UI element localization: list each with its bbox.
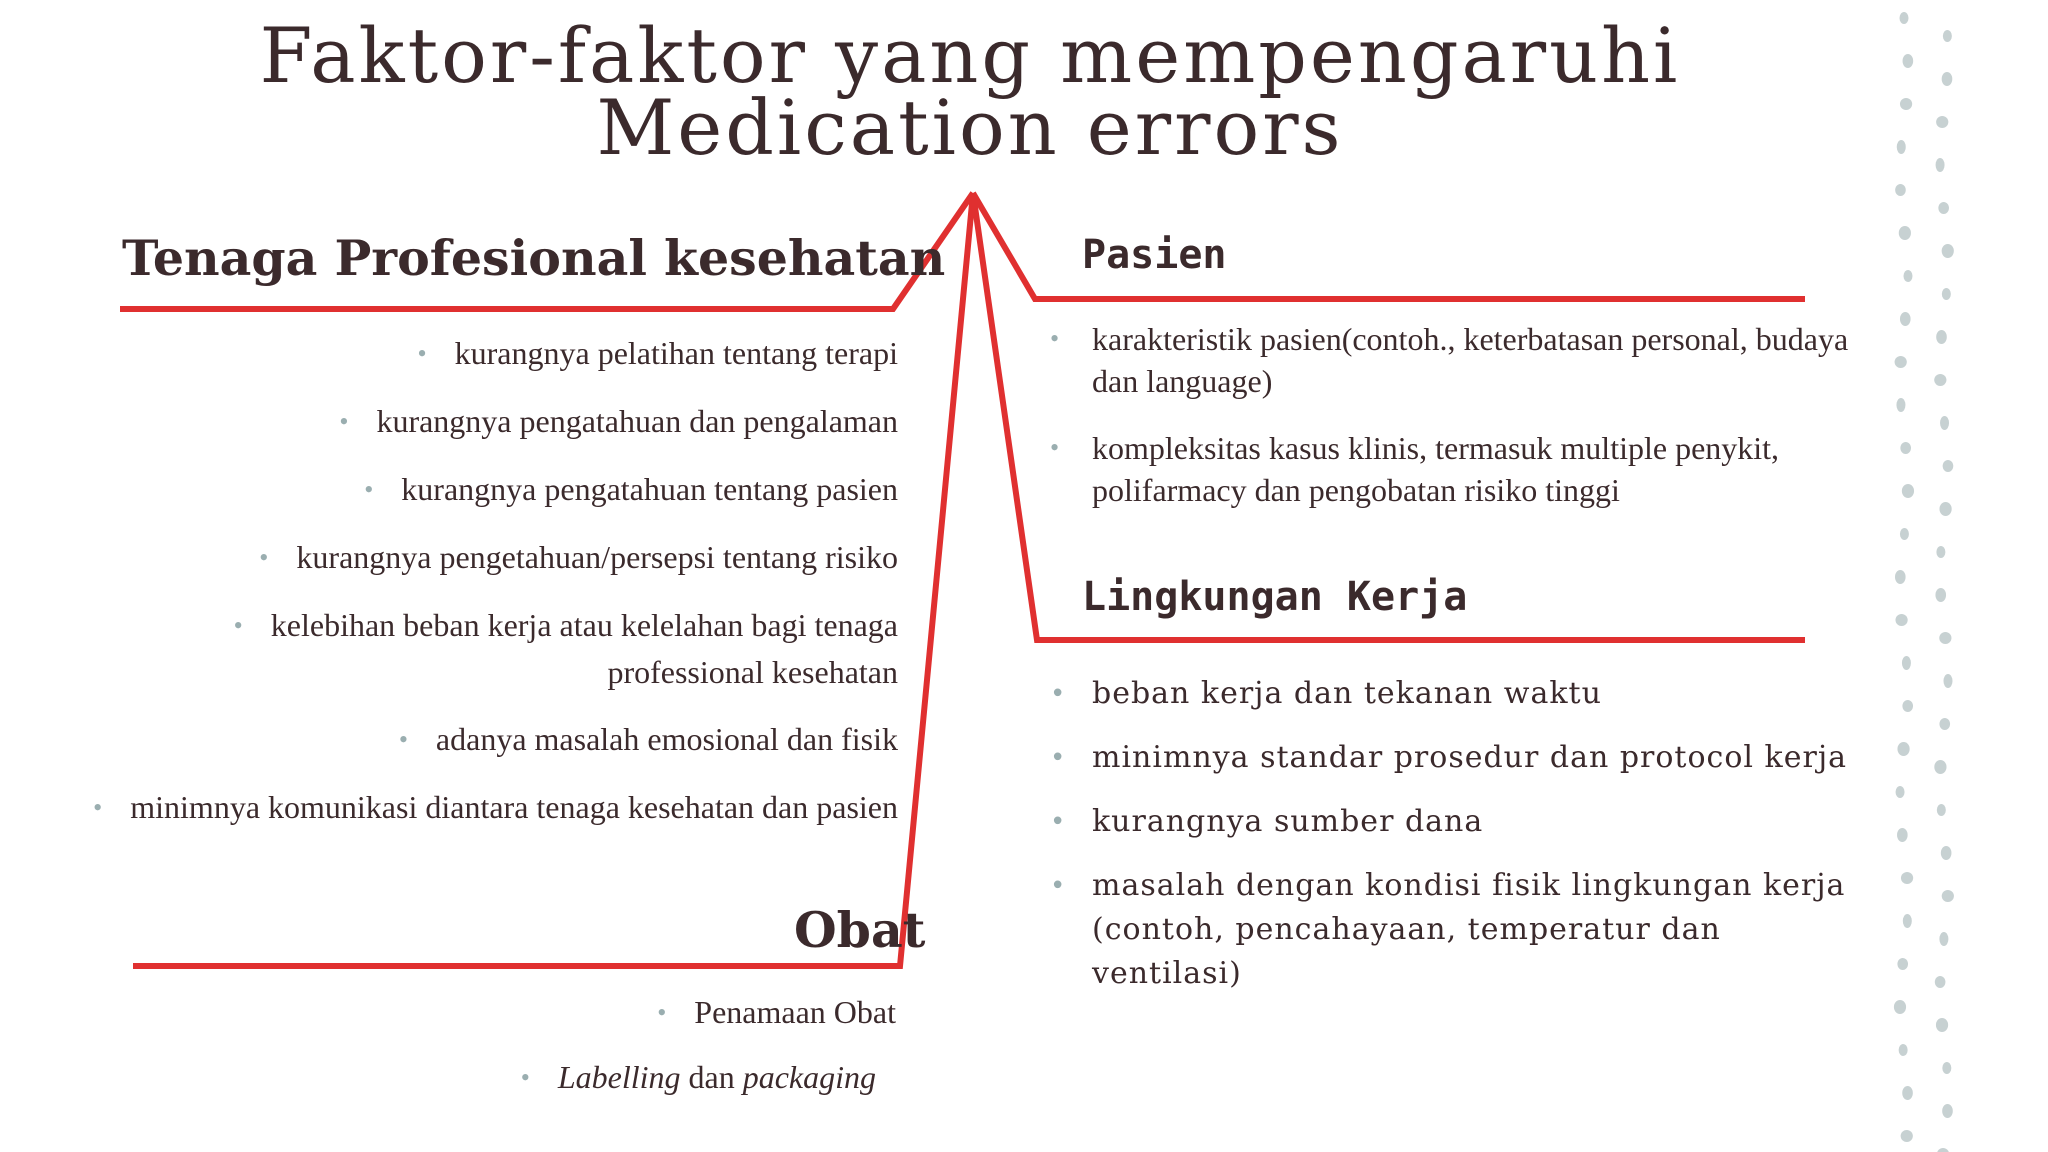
- dot-shape: [1939, 932, 1948, 946]
- dot-shape: [1936, 330, 1947, 344]
- dot-shape: [1896, 398, 1905, 412]
- dot-shape: [1897, 742, 1909, 756]
- dot-shape: [1942, 1104, 1953, 1118]
- dot-shape: [1939, 718, 1950, 730]
- dot-shape: [1902, 656, 1911, 670]
- dot-shape: [1902, 700, 1913, 712]
- list-item: • masalah dengan kondisi fisik lingkungan kerja (contoh, pencahayaan, temperatur dan ventilasi): [1050, 864, 1850, 996]
- dot-shape: [1936, 546, 1945, 558]
- dot-shape: [1943, 674, 1952, 688]
- list-item: • karakteristik pasien(contoh., keterbatasan personal, budaya dan language): [1050, 318, 1850, 402]
- dot-shape: [1902, 1086, 1913, 1100]
- dot-shape: [1935, 976, 1946, 988]
- dot-shape: [1897, 828, 1908, 842]
- list-item: • adanya masalah emosional dan fisik: [80, 716, 898, 763]
- dot-shape: [1934, 760, 1946, 774]
- dot-shape: [1899, 1044, 1908, 1056]
- dot-shape: [1943, 30, 1952, 42]
- bullet-icon: •: [339, 407, 349, 436]
- decorative-dots: [1880, 0, 2000, 1152]
- dot-shape: [1894, 1000, 1906, 1014]
- list-item: • kurangnya pengatahuan dan pengalaman: [80, 398, 898, 445]
- dot-shape: [1899, 226, 1911, 240]
- list-item: • kelebihan beban kerja atau kelelahan bagi tenaga professional kesehatan: [80, 602, 898, 695]
- dot-shape: [1936, 116, 1948, 128]
- dot-shape: [1940, 416, 1949, 430]
- dot-shape: [1901, 1130, 1913, 1142]
- bullet-icon: •: [259, 543, 269, 572]
- dot-shape: [1942, 72, 1953, 86]
- bullet-icon: •: [364, 475, 374, 504]
- slide-title: Faktor-faktor yang mempengaruhi Medication errors: [259, 11, 1681, 172]
- dot-shape: [1942, 890, 1954, 902]
- dot-shape: [1900, 442, 1911, 454]
- professional-heading: Tenaga Profesional kesehatan: [122, 229, 946, 287]
- dot-shape: [1936, 158, 1945, 172]
- work-list: [1050, 672, 1850, 1016]
- list-item: • minimnya standar prosedur dan protocol kerja: [1050, 736, 1850, 780]
- dot-shape: [1939, 502, 1951, 516]
- dot-shape: [1895, 570, 1906, 584]
- list-item: • kurangnya pengatahuan tentang pasien: [80, 466, 898, 513]
- dot-shape: [1935, 588, 1946, 602]
- drug-heading: Obat: [794, 901, 926, 959]
- dot-shape: [1942, 244, 1954, 258]
- patient-list: [1050, 318, 1850, 536]
- dot-shape: [1895, 614, 1907, 626]
- dot-shape: [1941, 846, 1952, 860]
- dot-shape: [1900, 98, 1912, 110]
- bullet-icon: •: [1050, 324, 1060, 353]
- list-item: • kurangnya pelatihan tentang terapi: [80, 330, 898, 377]
- bullet-icon: •: [520, 1063, 530, 1092]
- list-item: • Penamaan Obat: [400, 990, 896, 1035]
- bullet-icon: •: [1050, 743, 1067, 773]
- bullet-icon: •: [1050, 807, 1067, 837]
- dot-shape: [1900, 528, 1909, 540]
- list-item: • kurangnya pengetahuan/persepsi tentang risiko: [80, 534, 898, 581]
- dot-shape: [1900, 312, 1911, 326]
- dot-shape: [1900, 12, 1909, 24]
- bullet-icon: •: [657, 998, 667, 1027]
- bullet-icon: •: [93, 793, 103, 822]
- dot-shape: [1943, 460, 1954, 472]
- bullet-icon: •: [417, 339, 427, 368]
- dot-shape: [1895, 356, 1907, 368]
- bullet-icon: •: [1050, 871, 1067, 901]
- list-item: • beban kerja dan tekanan waktu: [1050, 672, 1850, 716]
- drug-list: [400, 990, 896, 1120]
- dot-shape: [1897, 140, 1906, 154]
- list-item: • kompleksitas kasus klinis, termasuk multiple penykit, polifarmacy dan pengobatan risiko tinggi: [1050, 427, 1850, 511]
- bullet-icon: •: [1050, 433, 1060, 462]
- bullet-icon: •: [398, 725, 408, 754]
- dot-shape: [1903, 54, 1914, 68]
- dot-shape: [1942, 288, 1951, 300]
- list-item: • kurangnya sumber dana: [1050, 800, 1850, 844]
- dot-shape: [1937, 1148, 1949, 1152]
- bullet-icon: •: [233, 611, 243, 640]
- patient-heading: Pasien: [1082, 232, 1227, 278]
- dot-shape: [1903, 270, 1912, 282]
- work-heading: Lingkungan Kerja: [1082, 574, 1468, 620]
- dot-shape: [1934, 374, 1946, 386]
- dot-shape: [1938, 202, 1949, 214]
- list-item: • minimnya komunikasi diantara tenaga kesehatan dan pasien: [80, 784, 898, 831]
- dot-shape: [1939, 632, 1951, 644]
- dot-shape: [1901, 872, 1913, 884]
- professional-list: [80, 330, 898, 852]
- bullet-icon: •: [1050, 679, 1067, 709]
- dot-shape: [1903, 914, 1912, 928]
- list-item: • Labelling dan packaging: [400, 1055, 896, 1100]
- dot-shape: [1937, 804, 1946, 816]
- dot-shape: [1895, 184, 1906, 196]
- dot-shape: [1942, 1062, 1951, 1074]
- dot-shape: [1897, 958, 1908, 970]
- dot-shape: [1936, 1018, 1948, 1032]
- dot-shape: [1896, 786, 1905, 798]
- dot-shape: [1902, 484, 1914, 498]
